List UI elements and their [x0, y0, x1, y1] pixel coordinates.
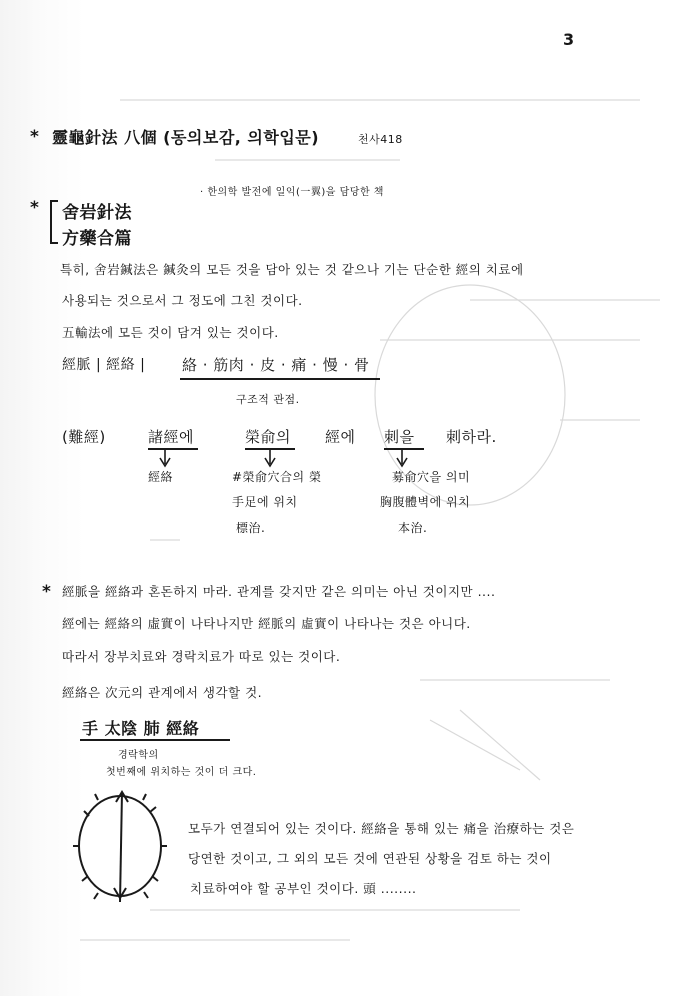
section2-line4: 經絡은 次元의 관계에서 생각할 것. — [62, 685, 263, 700]
section-item-bangyak: 方藥合篇 — [62, 229, 132, 249]
nanjing-col2-item2: 手足에 위치 — [232, 495, 298, 509]
title-bullet: * — [30, 127, 40, 147]
nanjing-text3: 經에 — [325, 428, 356, 446]
section2-line2: 經에는 經絡의 虛實이 나타나지만 經脈의 虛實이 나타나는 것은 아니다. — [62, 616, 471, 631]
section2-bullet: * — [42, 582, 52, 602]
nanjing-col1-item: 經絡 — [148, 470, 174, 484]
nanjing-col3-item2: 胸腹體벽에 위치 — [380, 495, 471, 509]
section-note: · 한의학 발전에 일익(一翼)을 담당한 책 — [200, 187, 384, 198]
title-text: 靈龜針法 八個 (동의보감, 의학입문) — [52, 128, 320, 147]
structure-left: 經脈 | 經絡 | — [62, 357, 146, 373]
structure-items: 絡 · 筋肉 · 皮 · 痛 · 慢 · 骨 — [182, 356, 370, 374]
meridian-note2: 첫번째에 위치하는 것이 더 크다. — [106, 767, 257, 778]
closing-line2: 당연한 것이고, 그 외의 모든 것에 연관된 상황을 검토 하는 것이 — [188, 851, 552, 866]
five-shu-line: 五輸法에 모든 것이 담겨 있는 것이다. — [62, 325, 279, 340]
nanjing-text2: 榮俞의 — [245, 428, 291, 446]
paragraph1-line2: 사용되는 것으로서 그 정도에 그친 것이다. — [62, 293, 303, 308]
paragraph1-line1: 특히, 舍岩鍼法은 鍼灸의 모든 것을 담아 있는 것 같으나 기는 단순한 經의 치료에 — [60, 262, 524, 277]
nanjing-label: (難經) — [62, 428, 106, 446]
closing-line1: 모두가 연결되어 있는 것이다. 經絡을 통해 있는 痛을 治療하는 것은 — [188, 821, 575, 836]
nanjing-col2-item1: #榮俞穴合의 榮 — [232, 470, 322, 484]
nanjing-text1: 諸經에 — [148, 428, 194, 446]
title-note: 천사418 — [358, 133, 403, 146]
section-item-saam: 舍岩針法 — [62, 203, 132, 223]
page-number: 3 — [563, 30, 575, 49]
structure-under: 구조적 관점. — [236, 393, 300, 406]
meridian-label: 手 太陰 肺 經絡 — [82, 719, 200, 738]
nanjing-col3-item1: 募俞穴을 의미 — [392, 470, 471, 484]
nanjing-text4: 刺을 — [384, 428, 415, 446]
nanjing-col3-item3: 本治. — [398, 521, 428, 535]
nanjing-col2-item3: 標治. — [236, 521, 266, 535]
section2-line3: 따라서 장부치료와 경락치료가 따로 있는 것이다. — [62, 649, 341, 664]
meridian-note1: 경락학의 — [118, 750, 159, 761]
section-bullet: * — [30, 198, 40, 218]
section2-line1: 經脈을 經絡과 혼돈하지 마라. 관계를 갖지만 같은 의미는 아닌 것이지만 .... — [62, 584, 496, 599]
nanjing-text5: 刺하라. — [446, 428, 497, 446]
closing-line3: 치료하여야 할 공부인 것이다. 頭 ........ — [190, 881, 417, 896]
